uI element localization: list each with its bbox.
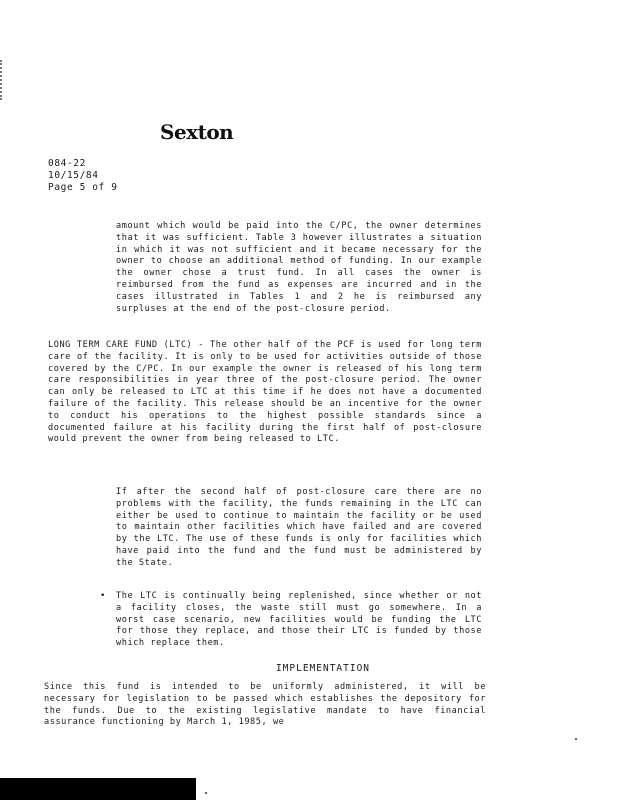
paragraph-trust-fund: amount which would be paid into the C/PC, the owner determines that it was sufficient. Table 3 however illustrates a situation in which it was not sufficient and it became necessary for the owner to choose an additional method of funding. In our example the owner chose a trust fund. In all cases the owner is reimbursed from the fund as expenses are incurred and in the cases illustrated in Tables 1 and 2 he is reimbursed any surpluses at the end of the post-closure period. — [116, 221, 482, 314]
doc-id: 084-22 — [48, 158, 86, 169]
paragraph-implementation: Since this fund is intended to be uniformly administered, it will be necessary for legislation to be passed which establishes the depository for the funds. Due to the existing legislative mandate to have financial assurance functioning by March 1, 1985, we — [44, 682, 486, 728]
document-header — [48, 158, 118, 194]
scan-speck — [205, 792, 207, 794]
paragraph-ltc-remaining: If after the second half of post-closure care there are no problems with the facility, the funds remaining in the LTC can either be used to continue to maintain the facility or be used to maintain other facilities which have failed and are covered by the LTC. The use of these funds is only for facilities which have paid into the fund and the fund must be administered by the State. — [116, 487, 482, 568]
section-heading-ltc: LONG TERM CARE FUND (LTC) - — [48, 340, 205, 350]
doc-date: 10/15/84 — [48, 170, 99, 181]
implementation-heading-text: IMPLEMENTATION — [275, 663, 371, 674]
paragraph-ltc-body: The other half of the PCF is used for long term care of the facility. It is only to be used for activities outside of those covered by the C/PC. In our example the owner is released of his long term care responsibilities in year three of the post-closure period. The owner can only be released to LTC at this time if he does not have a documented failure of the facility. This release should be an incentive for the owner to conduct his operations to the highest possible standards since a documented failure at his facility during the first half of post-closure would prevent the owner from being released to LTC. — [48, 340, 482, 445]
scan-edge-marks — [0, 60, 6, 100]
company-logo: Sexton — [160, 120, 234, 144]
bullet-icon: • — [100, 591, 106, 601]
section-heading-implementation — [0, 663, 618, 674]
page-number: Page 5 of 9 — [48, 182, 118, 193]
paragraph-ltc-replenish: The LTC is continually being replenished, since whether or not a facility closes, the waste still must go somewhere. In a worst case scenario, new facilities would be funding the LTC for those they replace, and those their LTC is funded by those which replace them. — [116, 591, 482, 649]
paragraph-long-term-care — [48, 340, 482, 480]
scan-bottom-bar — [0, 778, 196, 800]
scan-speck — [575, 738, 577, 740]
